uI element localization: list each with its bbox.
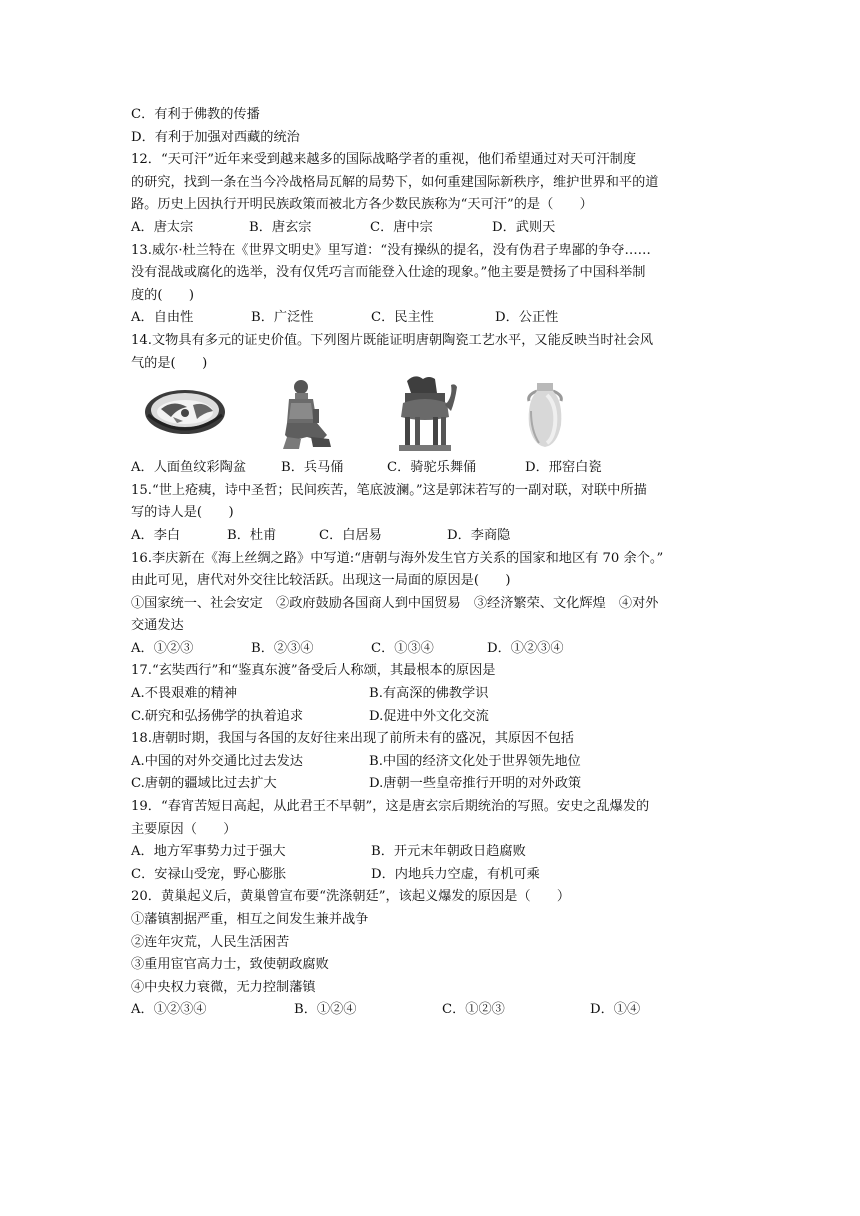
option-b: B．①②④ <box>294 1002 357 1018</box>
white-porcelain-vase-icon <box>523 381 567 451</box>
option-d: D．内地兵力空虚，有机可乘 <box>371 866 540 882</box>
question-16-text: ①国家统一、社会安定 ②政府鼓励各国商人到中国贸易 ③经济繁荣、文化辉煌 ④对外 <box>131 595 659 611</box>
option-c: C.研究和弘扬佛学的执着追求 <box>131 708 304 724</box>
question-20-statement: ④中央权力衰微，无力控制藩镇 <box>131 979 316 995</box>
question-17-text: 17.“玄奘西行”和“鉴真东渡”备受后人称颂，其最根本的原因是 <box>131 663 496 679</box>
question-20-text: 20．黄巢起义后，黄巢曾宣布要“洗涤朝廷”，该起义爆发的原因是（ ） <box>131 889 571 905</box>
option-c: C．民主性 <box>371 310 434 326</box>
option-d: D.促进中外文化交流 <box>369 708 489 724</box>
question-12-text: 路。历史上因执行开明民族政策而被北方各少数民族称为“天可汗”的是（ ） <box>131 197 593 213</box>
option-text: D．有利于加强对西藏的统治 <box>131 129 300 145</box>
question-19-text: 主要原因（ ） <box>131 821 237 837</box>
option-a: A.中国的对外交通比过去发达 <box>131 753 303 769</box>
question-19-text: 19．“春宵苦短日高起，从此君王不早朝”，这是唐玄宗后期统治的写照。安史之乱爆发的 <box>131 799 650 815</box>
option-b: B．广泛性 <box>251 310 314 326</box>
question-20-statement: ②连年灾荒，人民生活困苦 <box>131 934 290 950</box>
option-c: C.唐朝的疆域比过去扩大 <box>131 776 277 792</box>
question-13-text: 度的( ) <box>131 287 195 303</box>
question-16-text: 16.李庆新在《海上丝绸之路》中写道:“唐朝与海外发生官方关系的国家和地区有 70 余个。” <box>131 550 664 566</box>
question-16-text: 交通发达 <box>131 618 184 634</box>
option-d: D．李商隐 <box>447 527 511 543</box>
question-13-text: 没有混战或腐化的选举，没有仅凭巧言而能登入仕途的现象。”他主要是赞扬了中国科举制 <box>131 265 646 281</box>
question-20-options <box>131 999 771 1022</box>
terracotta-warrior-icon <box>277 379 337 451</box>
option-b: B．开元末年朝政日趋腐败 <box>371 844 526 860</box>
option-c: C．安禄山受宠，野心膨胀 <box>131 866 287 882</box>
option-a: A．①②③④ <box>131 1002 207 1018</box>
option-d: D．①④ <box>590 1002 641 1018</box>
question-14-text: 气的是( ) <box>131 355 208 371</box>
option-b: B．②③④ <box>251 640 314 656</box>
question-18-options <box>131 773 771 796</box>
option-c: C．白居易 <box>319 527 382 543</box>
option-d: D．①②③④ <box>487 640 564 656</box>
question-16-options <box>131 638 771 661</box>
option-b: B．杜甫 <box>227 527 277 543</box>
question-17-options <box>131 706 771 729</box>
option-a: A．人面鱼纹彩陶盆 <box>131 460 247 476</box>
option-d: D.唐朝一些皇帝推行开明的对外政策 <box>369 776 582 792</box>
question-14-options <box>131 457 771 480</box>
option-c: C．①②③ <box>442 1002 505 1018</box>
question-20-statement: ③重用宦官高力士，致使朝政腐败 <box>131 957 329 973</box>
question-15-text: 15.“世上疮痍，诗中圣哲；民间疾苦，笔底波澜。”这是郭沫若写的一副对联，对联中所描 <box>131 482 647 498</box>
option-a: A．①②③ <box>131 640 194 656</box>
option-a: A．自由性 <box>131 310 194 326</box>
option-text: C．有利于佛教的传播 <box>131 107 260 122</box>
question-12-text: 的研究，找到一条在当今冷战格局瓦解的局势下，如何重建国际新秩序，维护世界和平的道 <box>131 174 659 190</box>
option-d: D．武则天 <box>492 219 556 235</box>
question-19-options <box>131 841 771 864</box>
question-15-options <box>131 525 771 548</box>
option-a: A.不畏艰难的精神 <box>131 686 238 702</box>
option-c: C．①③④ <box>371 640 434 656</box>
question-12-options <box>131 217 771 240</box>
option-b: B．唐玄宗 <box>249 219 312 235</box>
question-12-text: 12．“天可汗”近年来受到越来越多的国际战略学者的重视，他们希望通过对天可汗制度 <box>131 152 637 168</box>
question-16-text: 由此可见，唐代对外交往比较活跃。出现这一局面的原因是( ) <box>131 573 511 589</box>
option-b: B.中国的经济文化处于世界领先地位 <box>369 753 581 769</box>
question-18-options <box>131 751 771 774</box>
option-a: A．唐太宗 <box>131 219 194 235</box>
camel-musicians-figurine-icon <box>395 371 457 453</box>
question-15-text: 写的诗人是( ) <box>131 505 234 521</box>
question-13-options <box>131 307 771 330</box>
option-d: D．邢窑白瓷 <box>525 460 602 476</box>
question-13-text: 13.威尔·杜兰特在《世界文明史》里写道：“没有操纵的提名，没有伪君子卑鄙的争夺…… <box>131 242 651 258</box>
question-17-options <box>131 683 771 706</box>
question-19-options <box>131 864 771 887</box>
question-14-images <box>131 379 771 455</box>
option-c: C．唐中宗 <box>370 219 433 235</box>
question-18-text: 18.唐朝时期，我国与各国的友好往来出现了前所未有的盛况，其原因不包括 <box>131 731 574 747</box>
exam-page <box>131 104 771 1022</box>
option-b: B.有高深的佛教学识 <box>369 686 489 702</box>
option-a: A．李白 <box>131 527 181 543</box>
option-c: C．骑驼乐舞俑 <box>387 460 477 476</box>
pottery-bowl-icon <box>143 387 227 437</box>
question-14-text: 14.文物具有多元的证史价值。下列图片既能证明唐朝陶瓷工艺水平，又能反映当时社会风 <box>131 332 654 348</box>
question-20-statement: ①藩镇割据严重，相互之间发生兼并战争 <box>131 912 369 927</box>
option-b: B．兵马俑 <box>281 460 344 476</box>
option-d: D．公正性 <box>495 310 559 326</box>
option-a: A．地方军事势力过于强大 <box>131 844 286 860</box>
